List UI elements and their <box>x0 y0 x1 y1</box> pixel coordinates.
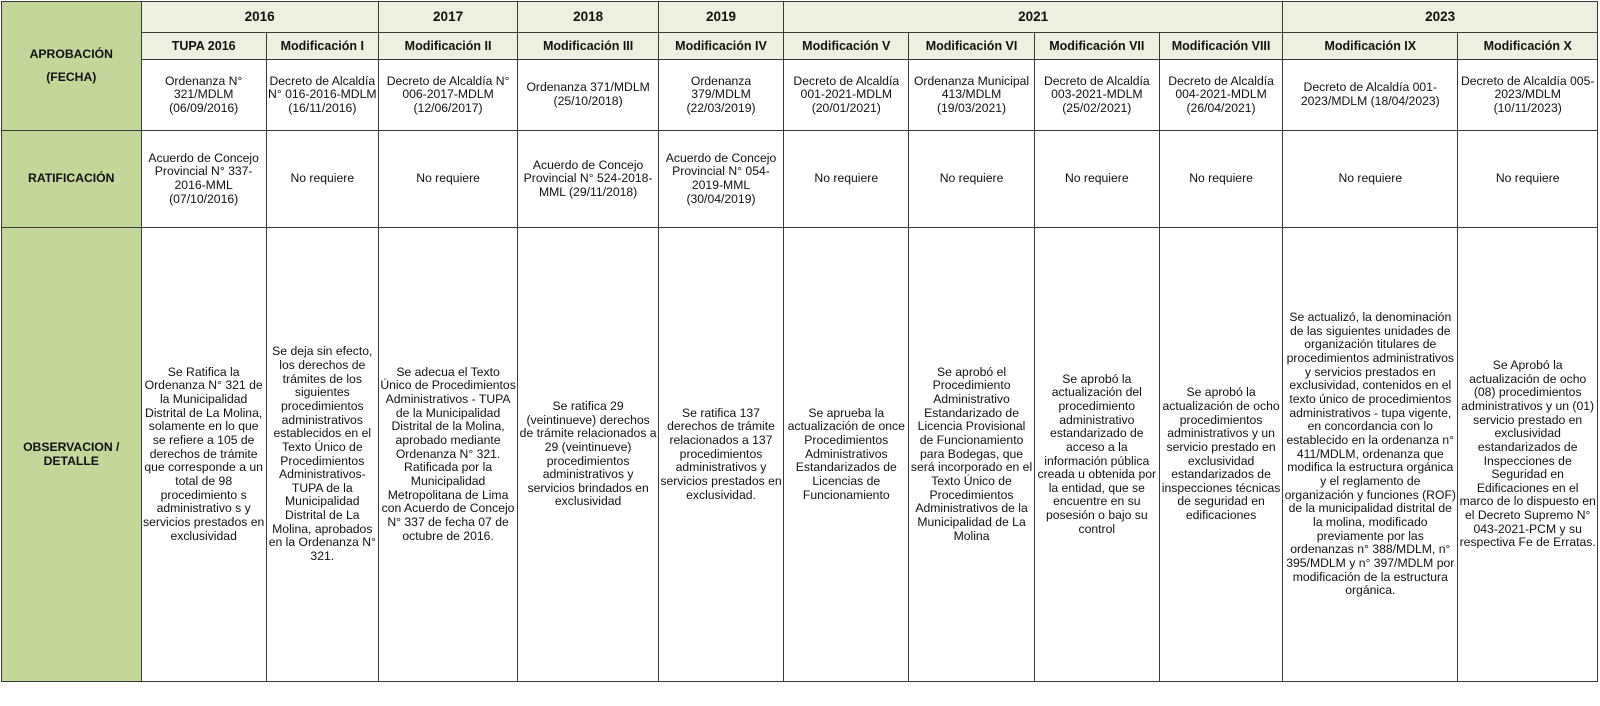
modification-header: Modificación IX <box>1283 33 1458 60</box>
row-label-approval-line1: APROBACIÓN <box>29 46 113 61</box>
modification-header: Modificación X <box>1458 33 1598 60</box>
row-label-ratification: RATIFICACIÓN <box>2 131 142 228</box>
ratification-cell: No requiere <box>909 131 1034 228</box>
ratification-cell: No requiere <box>378 131 518 228</box>
approval-cell: Decreto de Alcaldía 001-2021-MDLM (20/01/2021) <box>784 60 909 131</box>
approval-row <box>2 60 1598 131</box>
year-2017: 2017 <box>378 2 518 33</box>
observation-cell: Se aprueba la actualización de once Procedimientos Administrativos Estandarizados de Licencias de Funcionamiento <box>784 228 909 682</box>
year-header-row <box>2 2 1598 33</box>
ratification-row <box>2 131 1598 228</box>
approval-cell: Ordenanza Municipal 413/MDLM (19/03/2021) <box>909 60 1034 131</box>
ratification-cell: No requiere <box>1458 131 1598 228</box>
ratification-cell: No requiere <box>266 131 378 228</box>
modification-header-row <box>2 33 1598 60</box>
observation-cell: Se aprobó la actualización de ocho procedimientos administrativos y un servicio prestado en exclusividad estandarizados de inspecciones técnicas de seguridad en edificaciones <box>1159 228 1282 682</box>
approval-cell: Ordenanza 371/MDLM (25/10/2018) <box>518 60 659 131</box>
approval-cell: Decreto de Alcaldía 005-2023/MDLM (10/11/2023) <box>1458 60 1598 131</box>
ratification-cell: Acuerdo de Concejo Provincial N° 337-2016-MML (07/10/2016) <box>141 131 266 228</box>
observation-cell: Se ratifica 137 derechos de trámite relacionados a 137 procedimientos administrativos y servicios prestados en exclusividad. <box>658 228 783 682</box>
observation-cell: Se actualizó, la denominación de las siguientes unidades de organización titulares de procedimientos administrativos y servicios prestados en exclusividad, contenidos en el texto único de procedimientos administrativos - tupa vigente, en concordancia con lo establecido en la ordenanza n° 411/MDLM, ordenanza que modifica la estructura orgánica y el reglamento de organización y funciones (ROF) de la municipalidad distrital de la molina, modificado previamente por las ordenanzas n° 388/MDLM, n° 395/MDLM y n° 397/MDLM por modificación de la estructura orgánica. <box>1283 228 1458 682</box>
year-2019: 2019 <box>658 2 783 33</box>
observation-cell: Se Aprobó la actualización de ocho (08) procedimientos administrativos y un (01) servicio prestado en exclusividad estandarizados de Inspecciones de Seguridad en Edificaciones en el marco de lo dispuesto en el Decreto Supremo N° 043-2021-PCM y su respectiva Fe de Erratas. <box>1458 228 1598 682</box>
approval-cell: Decreto de Alcaldía 001-2023/MDLM (18/04/2023) <box>1283 60 1458 131</box>
approval-cell: Decreto de Alcaldía 004-2021-MDLM (26/04/2021) <box>1159 60 1282 131</box>
modification-header: Modificación IV <box>658 33 783 60</box>
observation-cell: Se deja sin efecto, los derechos de trámites de los siguientes procedimientos administrativos establecidos en el Texto Único de Procedimientos Administrativos- TUPA de la Municipalidad Distrital de La Molina, aprobados en la Ordenanza N° 321. <box>266 228 378 682</box>
approval-cell: Ordenanza N° 321/MDLM (06/09/2016) <box>141 60 266 131</box>
tupa-modifications-table <box>1 1 1598 682</box>
ratification-cell: Acuerdo de Concejo Provincial N° 524-2018-MML (29/11/2018) <box>518 131 659 228</box>
row-label-approval <box>2 2 142 131</box>
modification-header: TUPA 2016 <box>141 33 266 60</box>
observation-cell: Se Ratifica la Ordenanza N° 321 de la Municipalidad Distrital de La Molina, solamente en lo que se refiere a 105 de derechos de trámite que corresponde a un total de 98 procedimiento s administrativo s y servicios prestados en exclusividad <box>141 228 266 682</box>
approval-cell: Ordenanza 379/MDLM (22/03/2019) <box>658 60 783 131</box>
ratification-cell: No requiere <box>1034 131 1159 228</box>
ratification-cell: No requiere <box>1283 131 1458 228</box>
year-2016: 2016 <box>141 2 378 33</box>
year-2021: 2021 <box>784 2 1283 33</box>
observation-cell: Se aprobó la actualización del procedimiento administrativo estandarizado de acceso a la información pública creada u obtenida por la entidad, que se encuentre en su posesión o bajo su control <box>1034 228 1159 682</box>
approval-cell: Decreto de Alcaldía N° 006-2017-MDLM (12/06/2017) <box>378 60 518 131</box>
ratification-cell: No requiere <box>1159 131 1282 228</box>
modification-header: Modificación II <box>378 33 518 60</box>
ratification-cell: Acuerdo de Concejo Provincial N° 054-2019-MML (30/04/2019) <box>658 131 783 228</box>
modification-header: Modificación VIII <box>1159 33 1282 60</box>
modification-header: Modificación VII <box>1034 33 1159 60</box>
modification-header: Modificación VI <box>909 33 1034 60</box>
row-label-observation: OBSERVACION / DETALLE <box>2 228 142 682</box>
row-label-approval-line2: (FECHA) <box>46 70 97 84</box>
ratification-cell: No requiere <box>784 131 909 228</box>
observation-cell: Se adecua el Texto Único de Procedimientos Administrativos - TUPA de la Municipalidad Distrital de la Molina, aprobado mediante Ordenanza N° 321. Ratificada por la Municipalidad Metropolitana de Lima con Acuerdo de Concejo N° 337 de fecha 07 de octubre de 2016. <box>378 228 518 682</box>
approval-cell: Decreto de Alcaldía 003-2021-MDLM (25/02/2021) <box>1034 60 1159 131</box>
year-2023: 2023 <box>1283 2 1598 33</box>
modification-header: Modificación I <box>266 33 378 60</box>
observation-cell: Se ratifica 29 (veintinueve) derechos de trámite relacionados a 29 (veintinueve) procedimientos administrativos y servicios brindados en exclusividad <box>518 228 659 682</box>
approval-cell: Decreto de Alcaldía N° 016-2016-MDLM (16/11/2016) <box>266 60 378 131</box>
year-2018: 2018 <box>518 2 659 33</box>
observation-row <box>2 228 1598 682</box>
modification-header: Modificación III <box>518 33 659 60</box>
modification-header: Modificación V <box>784 33 909 60</box>
observation-cell: Se aprobó el Procedimiento Administrativo Estandarizado de Licencia Provisional de Funcionamiento para Bodegas, que será incorporado en el Texto Único de Procedimientos Administrativos de la Municipalidad de La Molina <box>909 228 1034 682</box>
